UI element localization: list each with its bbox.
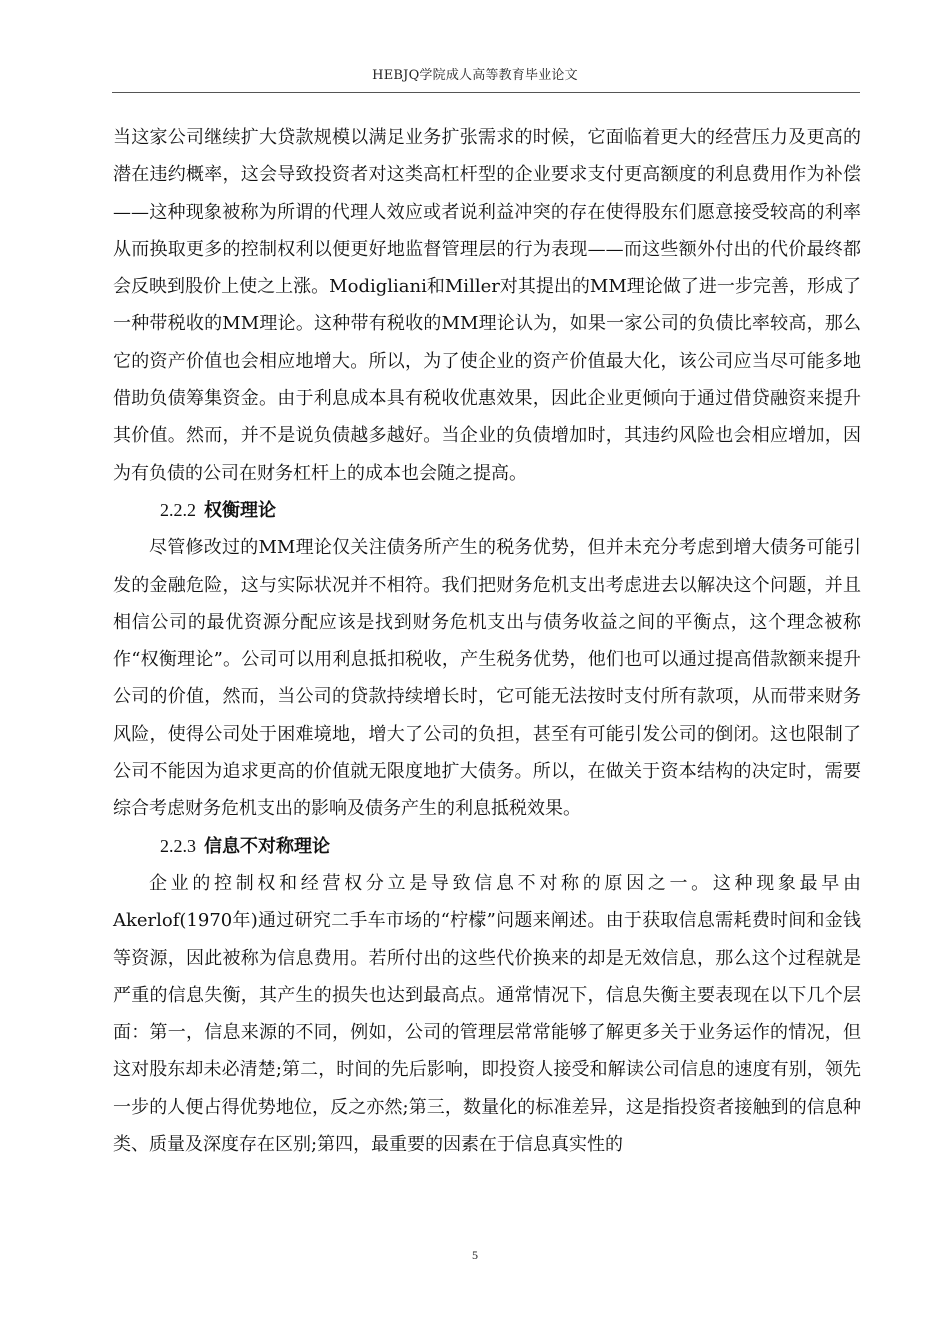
page-number: 5: [472, 1248, 478, 1262]
section-title: 权衡理论: [204, 499, 276, 521]
paragraph-mm-theory: 当这家公司继续扩大贷款规模以满足业务扩张需求的时候，它面临着更大的经营压力及更高的潜在违约概率，这会导致投资者对这类高杠杆型的企业要求支付更高额度的利息费用作为补偿——这种现象被称为所谓的代理人效应或者说利益冲突的存在使得股东们愿意接受较高的利率从而换取更多的控制权利以便更好地监督管理层的行为表现——而这些额外付出的代价最终都会反映到股价上使之上涨。Modigliani和Miller对其提出的MM理论做了进一步完善，形成了一种带税收的MM理论。这种带有税收的MM理论认为，如果一家公司的负债比率较高，那么它的资产价值也会相应地增大。所以，为了使企业的资产价值最大化，该公司应当尽可能多地借助负债筹集资金。由于利息成本具有税收优惠效果，因此企业更倾向于通过借贷融资来提升其价值。然而，并不是说负债越多越好。当企业的负债增加时，其违约风险也会相应增加，因为有负债的公司在财务杠杆上的成本也会随之提高。: [113, 127, 861, 484]
section-heading-2-2-2: [113, 492, 861, 529]
header-divider: [112, 92, 860, 93]
paragraph-information-asymmetry: 企业的控制权和经营权分立是导致信息不对称的原因之一。这种现象最早由Akerlof(1970年)通过研究二手车市场的“柠檬”问题来阐述。由于获取信息需耗费时间和金钱等资源，因此被称为信息费用。若所付出的这些代价换来的却是无效信息，那么这个过程就是严重的信息失衡，其产生的损失也达到最高点。通常情况下，信息失衡主要表现在以下几个层面：第一，信息来源的不同，例如，公司的管理层常常能够了解更多关于业务运作的情况，但这对股东却未必清楚;第二，时间的先后影响，即投资人接受和解读公司信息的速度有别，领先一步的人便占得优势地位，反之亦然;第三，数量化的标准差异，这是指投资者接触到的信息种类、质量及深度存在区别;第四，最重要的因素在于信息真实性的: [113, 872, 861, 1156]
running-header: HEBJQ学院成人高等教育毕业论文: [372, 68, 578, 83]
section-number: 2.2.2: [160, 499, 196, 520]
section-title: 信息不对称理论: [204, 835, 330, 857]
paragraph-tradeoff-theory: 尽管修改过的MM理论仅关注债务所产生的税务优势，但并未充分考虑到增大债务可能引发的金融危险，这与实际状况并不相符。我们把财务危机支出考虑进去以解决这个问题，并且相信公司的最优资源分配应该是找到财务危机支出与债务收益之间的平衡点，这个理念被称作“权衡理论”。公司可以用利息抵扣税收，产生税务优势，他们也可以通过提高借款额来提升公司的价值，然而，当公司的贷款持续增长时，它可能无法按时支付所有款项，从而带来财务风险，使得公司处于困难境地，增大了公司的负担，甚至有可能引发公司的倒闭。这也限制了公司不能因为追求更高的价值就无限度地扩大债务。所以，在做关于资本结构的决定时，需要综合考虑财务危机支出的影响及债务产生的利息抵税效果。: [113, 537, 861, 820]
page-body: [113, 119, 861, 1163]
section-number: 2.2.3: [160, 835, 196, 856]
section-heading-2-2-3: [113, 828, 861, 865]
